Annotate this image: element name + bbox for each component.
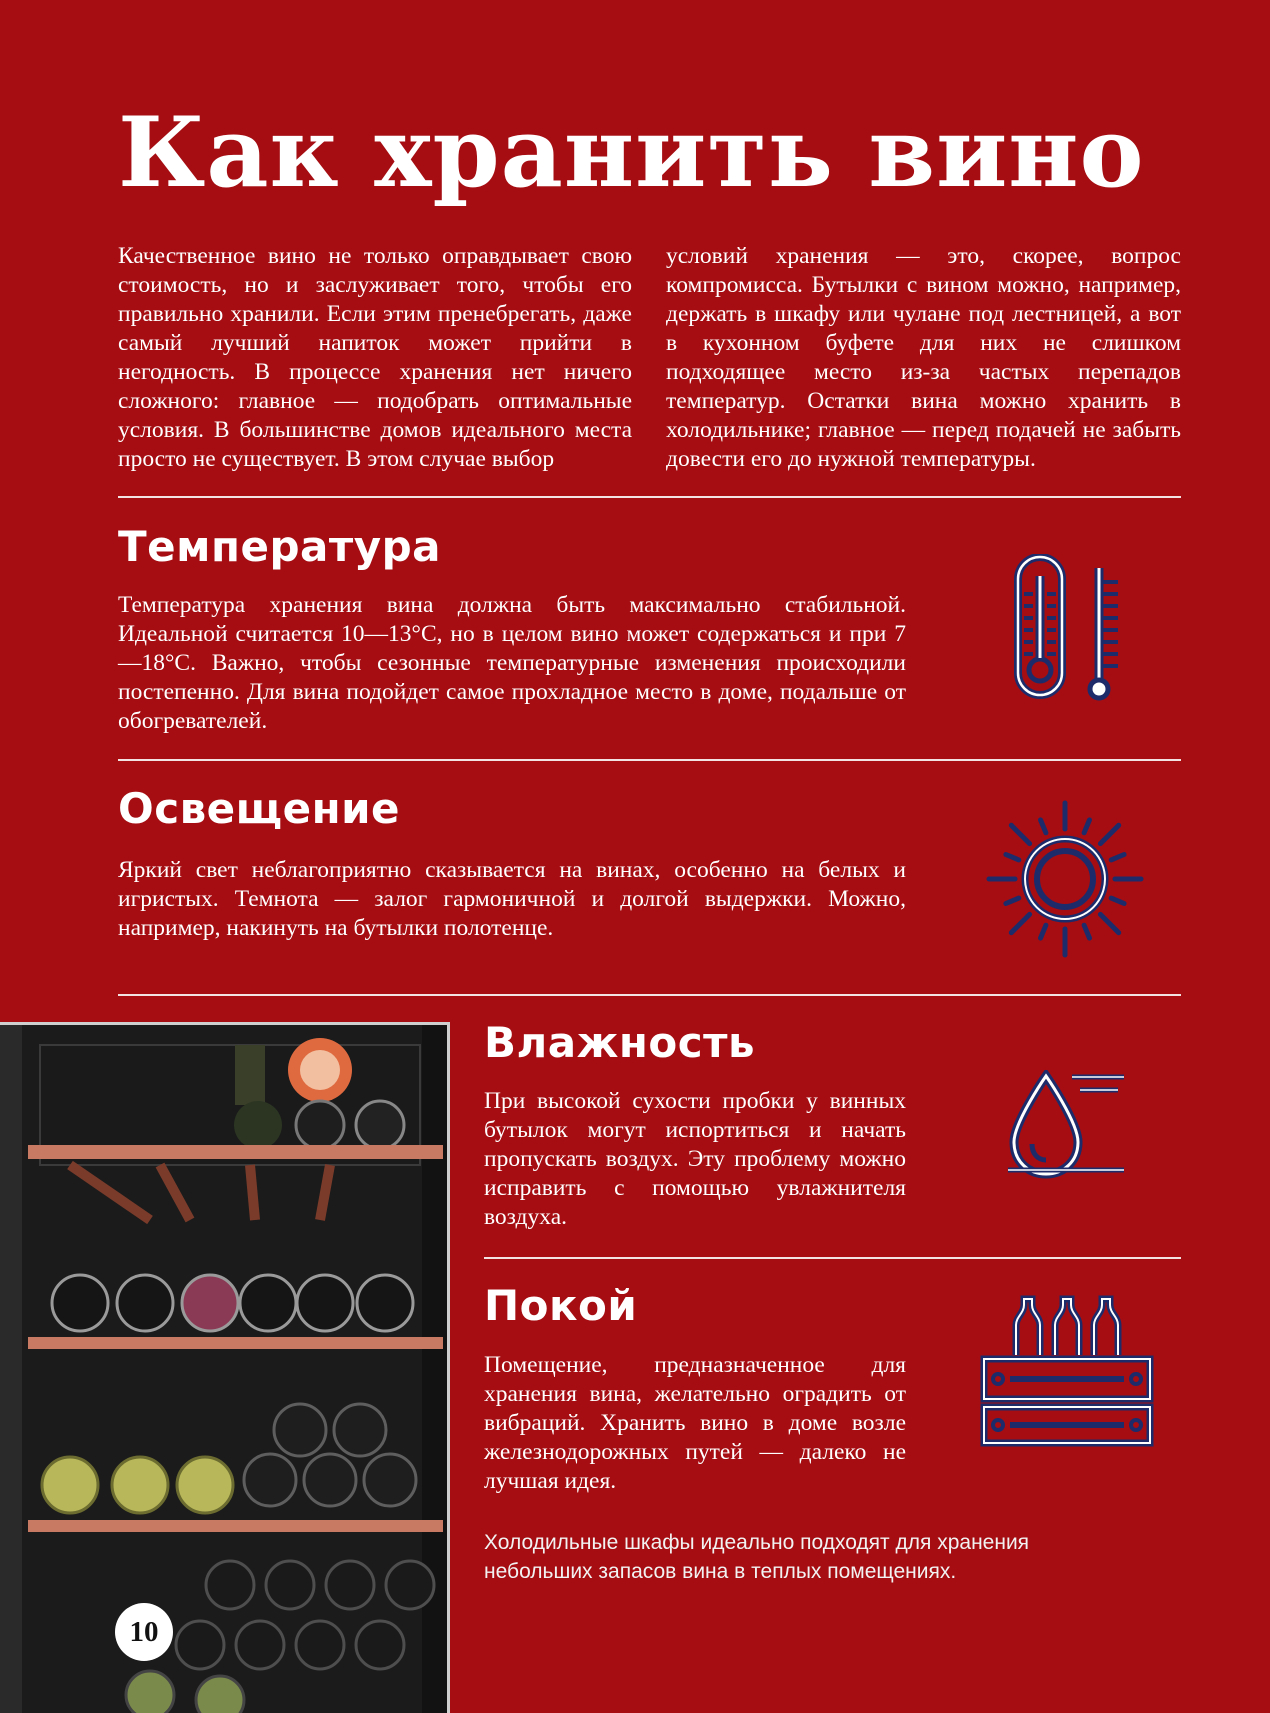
sun-ray bbox=[1111, 898, 1124, 903]
section-text-temperature: Температура хранения вина должна быть максимально стабильной. Идеальной считается 10—13°С, но в целом вино может содержаться и при 7—18°С. Важно, чтобы сезонные температурные изменения происходили постепенно. Для вина подойдет самое прохладное место в доме, подальше от обогревателей. bbox=[118, 592, 906, 734]
sun-ray bbox=[1100, 825, 1118, 843]
sun-ray bbox=[1084, 820, 1089, 833]
page-number: 10 bbox=[115, 1603, 173, 1661]
section-heading-rest: Покой bbox=[484, 1281, 638, 1330]
photo-caption: Холодильные шкафы идеально подходят для хранения небольших запасов вина в теплых помещениях. bbox=[484, 1531, 1030, 1583]
section-text-lighting: Яркий свет неблагоприятно сказывается на винах, особенно на белых и игристых. Темнота — залог гармоничной и долгой выдержки. Можно, например, накинуть на бутылки полотенце. bbox=[118, 857, 906, 941]
wine-fridge-photo bbox=[0, 1022, 450, 1713]
sun-ray bbox=[1006, 898, 1019, 903]
wine-crate-icon bbox=[980, 1295, 1154, 1447]
sun-ray bbox=[1006, 855, 1019, 860]
sun-ray bbox=[1041, 820, 1046, 833]
sun-icon bbox=[984, 800, 1146, 958]
divider bbox=[484, 1257, 1181, 1259]
section-heading-temperature: Температура bbox=[118, 522, 442, 571]
sun-ray bbox=[1100, 914, 1118, 932]
water-drop-icon bbox=[1006, 1070, 1130, 1182]
sun-ray bbox=[1011, 914, 1029, 932]
divider bbox=[118, 994, 1181, 996]
thermometer-icon bbox=[1004, 554, 1129, 706]
section-text-rest: Помещение, предназначенное для хранения вина, желательно оградить от вибраций. Хранить вино в доме возле железнодорожных путей — далеко не лучшая идея. bbox=[484, 1352, 906, 1494]
intro-right-column: условий хранения — это, скорее, вопрос компромисса. Бутылки с вином можно, например, держать в шкафу или чулане под лестницей, а вот в кухонном буфете для них не слишком подходящее место из-за частых перепадов температур. Остатки вина можно хранить в холодильнике; главное — перед подачей не забыть довести его до нужной температуры. bbox=[666, 243, 1181, 472]
intro-left-column: Качественное вино не только оправдывает свою стоимость, но и заслуживает того, чтобы его правильно хранили. Если этим пренебрегать, даже самый лучший напиток может прийти в негодность. В процессе хранения нет ничего сложного: главное — подобрать оптимальные условия. В большинстве домов идеального места просто не существует. В этом случае выбор bbox=[118, 243, 632, 472]
section-heading-lighting: Освещение bbox=[118, 784, 401, 833]
wine-fridge-image bbox=[0, 1025, 450, 1713]
sun-ray bbox=[1111, 855, 1124, 860]
section-text-humidity: При высокой сухости пробки у винных бутылок могут испортиться и начать пропускать воздух. Эту проблему можно исправить с помощью увлажнителя воздуха. bbox=[484, 1088, 906, 1230]
sun-ray bbox=[1011, 825, 1029, 843]
sun-ray bbox=[1084, 925, 1089, 938]
divider bbox=[118, 496, 1181, 498]
divider bbox=[118, 759, 1181, 761]
page-title: Как хранить вино bbox=[118, 96, 1145, 209]
section-heading-humidity: Влажность bbox=[484, 1018, 756, 1067]
sun-ray bbox=[1041, 925, 1046, 938]
